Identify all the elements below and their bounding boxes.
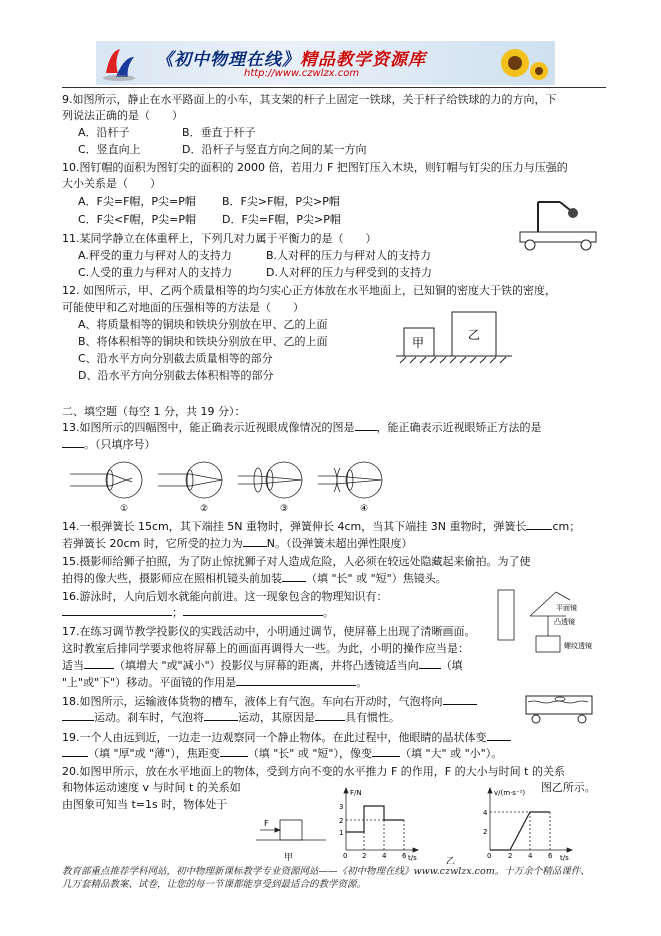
q9-option-d: D．沿杆子与竖直方向之间的某一方向 — [182, 143, 367, 156]
f-graph-t-tick-2: 2 — [362, 852, 367, 860]
v-graph-t-tick-4: 4 — [528, 852, 533, 860]
v-graph-t-axis-label: t/s — [560, 854, 569, 862]
f-graph-t-axis-label: t/s — [408, 854, 417, 862]
q17-line-3: 适当 （填增大 "或"减小"）投影仪与屏幕的距离，并将凸透镜适当向 （填 — [62, 659, 463, 672]
q9-option-a: A．沿杆子 — [78, 126, 130, 139]
q11-option-b: B.人对秤的压力与秤对人的支持力 — [266, 249, 432, 262]
block-label-f: F — [264, 819, 269, 828]
force-velocity-graphs-figure — [250, 786, 596, 864]
tank-truck-figure — [522, 692, 598, 726]
eye-label-2: ② — [200, 504, 209, 514]
projector-label-fresnel: 螺纹透镜 — [564, 642, 592, 650]
q9-stem: 9.如图所示，静止在水平路面上的小车，其支架的杆子上固定一铁球，关于杆子给铁球的力的方向，下 — [62, 93, 557, 106]
eye-label-4: ④ — [360, 504, 369, 514]
eye-label-1: ① — [120, 504, 129, 514]
q17-line-4: "上"或"下"）移动。平面镜的作用是 。 — [62, 676, 368, 689]
section-title-fill-in: 二、填空题（每空 1 分，共 19 分）： — [62, 405, 246, 418]
v-graph-t-tick-0: 0 — [487, 852, 492, 860]
q11-stem: 11.某同学静立在体重秤上，下列几对力属于平衡力的是（ ） — [62, 232, 377, 245]
q9-option-b: B．垂直于杆子 — [182, 126, 256, 139]
q10-stem-2: 大小关系是（ ） — [62, 177, 161, 190]
eye-label-3: ③ — [280, 504, 289, 514]
footer-line-2: 几万套精品教案、试卷，让您的每一节课都能享受到最适合的教学资源。 — [62, 879, 367, 890]
q10-option-c: C．F尖<F帽，P尖=P帽 — [78, 213, 197, 226]
q13-line-1: 13.如图所示的四幅图中，能正确表示近视眼成像情况的图是 ，能正确表示近视眼矫正方法的是 — [62, 421, 542, 434]
q17-line-1: 17.在练习调节教学投影仪的实践活动中，小明通过调节，使屏幕上出现了清晰画面。 — [62, 625, 476, 638]
q18-line-2: 运动。刹车时，气泡将 运动，其原因是 具有惯性。 — [62, 711, 400, 725]
f-axis-label: F/N — [350, 789, 362, 797]
q12-option-d: D、沿水平方向分别截去体积相等的部分 — [78, 369, 274, 382]
f-tick-1: 1 — [339, 829, 344, 837]
q20-line-3: 由图象可知当 t=1s 时，物体处于 — [62, 798, 228, 811]
sunflower-icon — [491, 43, 551, 83]
projector-label-lens: 凸透镜 — [554, 618, 575, 626]
q11-option-c: C.人受的重力与秤对人的支持力 — [78, 266, 233, 279]
q9-option-c: C．竖直向上 — [78, 143, 141, 156]
projector-label-mirror: 平面镜 — [556, 604, 577, 612]
cart-with-ball-figure — [516, 196, 602, 252]
q15-line-1: 15.摄影师给狮子拍照，为了防止惊扰狮子对人造成危险，人必须在较远处隐藏起来偷拍。为了使 — [62, 555, 531, 568]
f-graph-t-tick-6: 6 — [402, 852, 407, 860]
v-tick-2: 2 — [483, 828, 488, 836]
footer-line-1: 教育部重点推荐学科网站，初中物理新课标教学专业资源网站——《初中物理在线》www.czwlzx.com。十万余个精品课件、 — [62, 866, 590, 877]
q10-option-d: D．F尖=F帽，P尖>P帽 — [222, 213, 341, 226]
q14-line-1: 14.一根弹簧长 15cm，其下端挂 5N 重物时，弹簧伸长 4cm，当其下端挂 3N 重物时，弹簧长 cm； — [62, 520, 581, 533]
q12-option-c: C、沿水平方向分别截去质量相等的部分 — [78, 352, 273, 365]
page-footer — [62, 865, 642, 891]
q10-option-a: A．F尖=F帽，P尖=P帽 — [78, 195, 196, 208]
cube-label-jia: 甲 — [412, 336, 425, 350]
eye-diagrams-figure — [62, 456, 402, 514]
figure-label-yi: 乙 — [446, 857, 456, 864]
v-graph-t-tick-2: 2 — [508, 852, 513, 860]
q13-line-2: 。（只填序号） — [62, 438, 156, 452]
q10-stem: 10.图钉帽的面积为图钉尖的面积的 2000 倍，若用力 F 把图钉压入木块，则钉帽与钉尖的压力与压强的 — [62, 161, 568, 174]
figure-label-jia: 甲 — [284, 853, 294, 863]
cube-label-yi: 乙 — [468, 328, 481, 342]
banner-title: 《初中物理在线》精品教学资源库 — [156, 50, 426, 70]
q10-option-b: B．F尖>F帽，P尖>P帽 — [222, 195, 340, 208]
q20-line-1: 20.如图甲所示，放在水平地面上的物体，受到方向不变的水平推力 F 的作用，F 的大小与时间 t 的关系 — [62, 765, 565, 778]
projector-figure — [496, 586, 606, 664]
q15-line-2: 拍得的像大些，摄影师应在照相机镜头前加装 （填 "长" 或 "短"）焦镜头。 — [62, 572, 447, 585]
q11-option-d: D.人对秤的压力与秤受到的支持力 — [266, 266, 432, 279]
q19-line-1: 19.一个人由远到近，一边走一边观察同一个静止物体。在此过程中，他眼睛的晶状体变 — [62, 731, 511, 745]
q12-option-a: A、将质量相等的铜块和铁块分别放在甲、乙的上面 — [78, 318, 328, 331]
q12-stem: 12. 如图所示，甲、乙两个质量相等的均匀实心正方体放在水平地面上，已知铜的密度大于铁的密度， — [62, 284, 556, 297]
q16-line-2: ； 。 — [62, 606, 334, 620]
q17-line-2: 这时教室后排同学要求他将屏幕上的画面再调得大一些。为此，小明的操作应当是： — [62, 642, 469, 655]
banner-url: http://www.czwlzx.com — [244, 68, 360, 79]
header-banner — [96, 41, 555, 85]
q20-line-2: 和物体运动速度 v 与时间 t 的关系如 图乙所示。 — [62, 781, 596, 794]
q19-line-2: （填 "厚"或 "薄"），焦距变 （填 "长" 或 "短"），像变 （填 "大" 或 "小"）。 — [62, 747, 502, 761]
f-tick-2: 2 — [339, 817, 344, 825]
header-rule — [62, 87, 606, 88]
q11-option-a: A.秤受的重力与秤对人的支持力 — [78, 249, 232, 262]
q9-stem-2: 列说法正确的是（ ） — [62, 109, 183, 122]
q16-line-1: 16.游泳时，人向后划水就能向前进。这一现象包含的物理知识有： — [62, 590, 388, 603]
q12-option-b: B、将体积相等的铜块和铁块分别放在甲、乙的上面 — [78, 335, 328, 348]
q12-stem-2: 可能使甲和乙对地面的压强相等的方法是（ ） — [62, 301, 304, 314]
f-graph-t-tick-0: 0 — [343, 852, 348, 860]
q14-line-2: 若弹簧长 20cm 时，它所受的拉力为 N。（设弹簧未超出弹性限度） — [62, 537, 413, 550]
q18-line-1: 18.如图所示，运输液体货物的槽车，液体上有气泡。车向右开动时，气泡将向 — [62, 695, 477, 709]
f-graph-t-tick-4: 4 — [382, 852, 387, 860]
v-graph-t-tick-6: 6 — [548, 852, 553, 860]
v-axis-label: v/(m·s⁻¹) — [494, 789, 526, 797]
site-logo-icon — [100, 43, 138, 83]
cubes-figure — [396, 306, 516, 366]
f-tick-3: 3 — [339, 803, 344, 811]
v-tick-4: 4 — [483, 809, 488, 817]
